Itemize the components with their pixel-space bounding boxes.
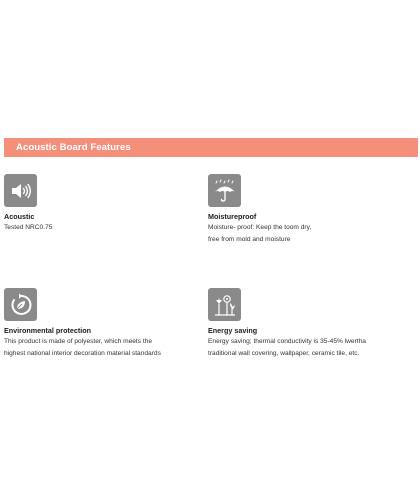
- feature-energy-saving: [208, 288, 413, 360]
- feature-title: Moistureproof: [208, 212, 257, 221]
- section-title: Acoustic Board Features: [16, 142, 131, 153]
- feature-title: Environmental protection: [4, 326, 92, 335]
- feature-description-line: traditional wall covering, wallpaper, ceramic tile, etc.: [208, 350, 360, 357]
- feature-description-line: Moisture- proof: Keep the toom dry,: [208, 224, 312, 231]
- feature-moistureproof: [208, 174, 413, 246]
- feature-acoustic: [4, 174, 209, 234]
- section-header-banner: [4, 138, 418, 157]
- recycle-leaf-icon: [4, 288, 37, 321]
- energy-plant-icon: [208, 288, 241, 321]
- feature-title: Energy saving: [208, 326, 258, 335]
- speaker-icon: [4, 174, 37, 207]
- feature-description-line: free from mold and moisture: [208, 236, 291, 243]
- feature-description-line: Energy saving; thermal conductivity is 35-45% lwertha: [208, 338, 366, 345]
- umbrella-icon: [208, 174, 241, 207]
- feature-description-line: Tested NRC0.75: [4, 224, 53, 231]
- feature-environmental-protection: [4, 288, 209, 360]
- feature-title: Acoustic: [4, 212, 35, 221]
- feature-description-line: highest national interior decoration material standards: [4, 350, 161, 357]
- feature-description-line: This product is made of polyester, which meets the: [4, 338, 153, 345]
